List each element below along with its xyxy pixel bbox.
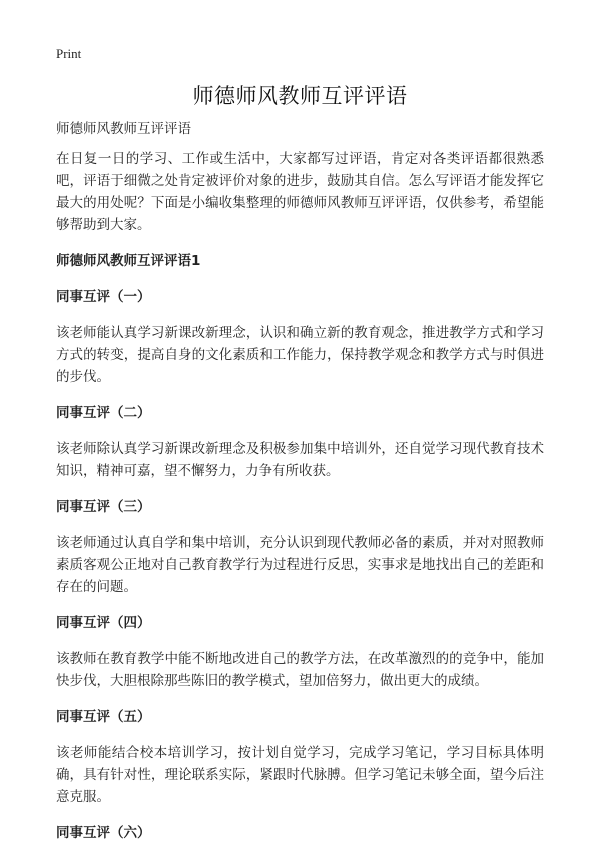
review-heading-4: 同事互评（四） [56,615,151,631]
review-text-5: 该老师能结合校本培训学习，按计划自觉学习，完成学习笔记，学习目标具体明确，具有针对性，理论联系实际，紧跟时代脉膊。但学习笔记未够全面，望今后注意克服。 [56,745,544,805]
section-heading: 师德师风教师互评评语1 [56,253,201,269]
article-body [56,118,544,858]
review-text-3: 该老师通过认真自学和集中培训，充分认识到现代教师必备的素质，并对对照教师素质客观公正地对自己教育教学行为过程进行反思，实事求是地找出自己的差距和存在的问题。 [56,535,544,595]
print-link[interactable]: Print [56,46,82,61]
review-heading-2: 同事互评（二） [56,405,151,421]
review-text-1: 该老师能认真学习新课改新理念，认识和确立新的教育观念，推进教学方式和学习方式的转变，提高自身的文化素质和工作能力，保持教学观念和教学方式与时俱进的步伐。 [56,325,544,385]
review-heading-3: 同事互评（三） [56,499,151,515]
article-subtitle: 师德师风教师互评评语 [56,121,191,137]
review-heading-1: 同事互评（一） [56,289,151,305]
review-heading-5: 同事互评（五） [56,709,151,725]
review-text-2: 该老师除认真学习新课改新理念及积极参加集中培训外，还自觉学习现代教育技术知识，精神可嘉，望不懈努力，力争有所收获。 [56,441,544,479]
review-text-4: 该教师在教育教学中能不断地改进自己的教学方法，在改革激烈的的竞争中，能加快步伐，大胆根除那些陈旧的教学模式，望加倍努力，做出更大的成绩。 [56,651,544,689]
intro-paragraph: 在日复一日的学习、工作或生活中，大家都写过评语，肯定对各类评语都很熟悉吧，评语于细微之处肯定被评价对象的进步，鼓励其自信。怎么写评语才能发挥它最大的用处呢？下面是小编收集整理的师德师风教师互评评语，仅供参考，希望能够帮助到大家。 [56,151,544,233]
page-title: 师德师风教师互评评语 [192,84,408,108]
review-heading-6: 同事互评（六） [56,825,151,841]
